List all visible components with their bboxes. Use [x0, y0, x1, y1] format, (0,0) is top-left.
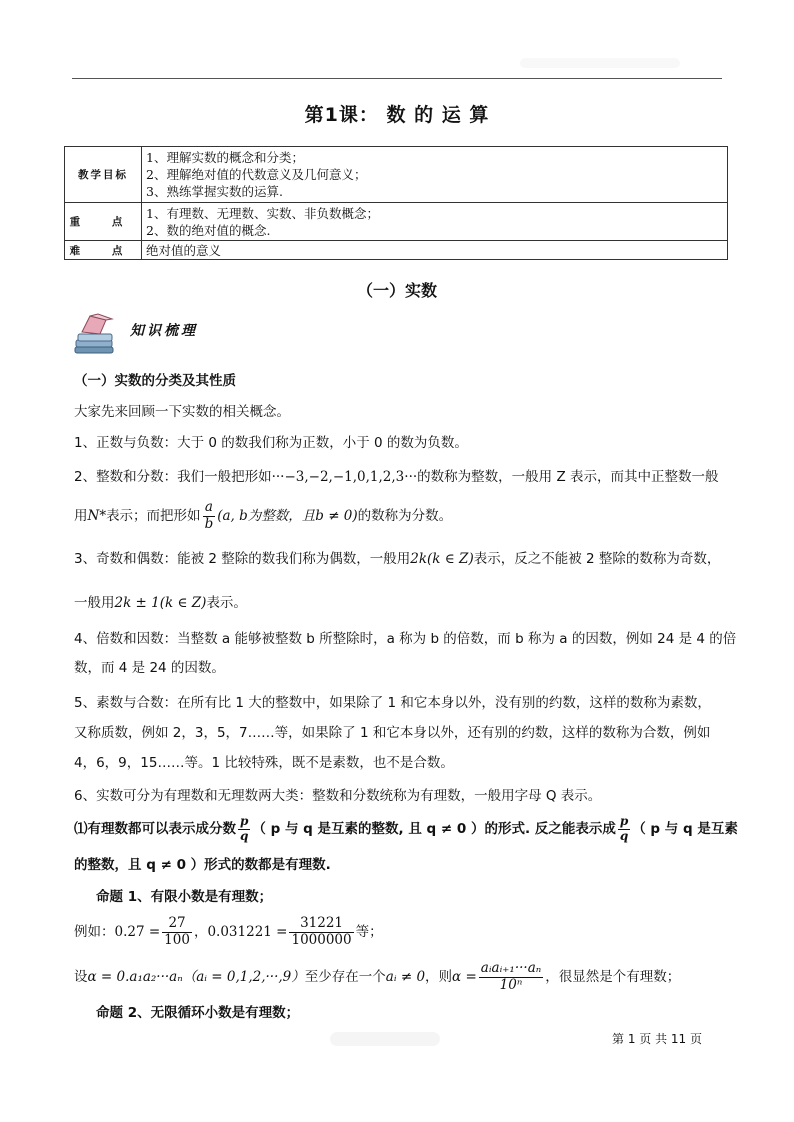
fraction-31221-over-1000000: $\frac{31221}{1000000}$: [291, 914, 352, 948]
table-line: 1、有理数、无理数、实数、非负数概念；: [146, 205, 379, 221]
item-odd-even-line1: 3、奇数和偶数：能被 2 整除的数我们称为偶数，一般用2k(k ∈ Z)表示，反之不能被 2 整除的数称为奇数，: [74, 551, 721, 567]
objectives-table: [64, 146, 728, 260]
header-rule: [72, 78, 722, 79]
alpha-decimal: α = 0.a₁a₂···aₙ: [87, 969, 183, 985]
section-title: （一）实数: [356, 281, 437, 300]
table-line: 3、熟练掌握实数的运算.: [146, 184, 283, 199]
item-multiples-line2: 数，而 4 是 24 的因数。: [74, 660, 225, 676]
n-star-symbol: N*: [87, 508, 107, 525]
table-header-cell: 教学目标: [65, 147, 142, 203]
fraction-p-over-q: $\frac{p}{q}$: [619, 813, 629, 843]
item-integer-line1: 2、整数和分数：我们一般把形如···−3,−2,−1,0,1,2,3···的数称为整数，一般用 Z 表示，而其中正整数一般: [74, 469, 719, 485]
item-primes-line1: 5、素数与合数：在所有比 1 大的整数中，如果除了 1 和它本身以外，没有别的约数，这样的数称为素数，: [74, 695, 711, 711]
item-positive-negative: 1、正数与负数：大于 0 的数我们称为正数，小于 0 的数为负数。: [74, 435, 468, 451]
fraction-p-over-q: $\frac{p}{q}$: [240, 813, 249, 843]
scan-smudge: [330, 1032, 440, 1046]
table-line: 2、数的绝对值的概念.: [146, 222, 271, 238]
table-header-cell: 难 点: [65, 241, 142, 260]
odd-formula: 2k ± 1(k ∈ Z): [114, 595, 207, 611]
item-primes-line2: 又称质数，例如 2，3，5，7……等，如果除了 1 和它本身以外，还有别的约数，这样的数称为合数，例如: [74, 725, 711, 741]
intro-text: 大家先来回顾一下实数的相关概念。: [74, 404, 290, 420]
books-icon: [72, 310, 118, 356]
item-multiples-line1: 4、倍数和因数：当整数 a 能够被整数 b 所整除时，a 称为 b 的倍数，而 b 称为 a 的因数，例如 24 是 4 的倍: [74, 631, 737, 647]
integer-sequence: ···−3,−2,−1,0,1,2,3···: [271, 469, 418, 485]
rational-line2: 的整数，且 q ≠ 0 ）形式的数都是有理数.: [74, 857, 331, 873]
item-integer-line2: 用N*表示；而把形如 $\frac{a}{b}$ (a, b为整数，且b ≠ 0)的数称为分数。: [74, 499, 453, 532]
table-line: 1、理解实数的概念和分类；: [146, 150, 304, 165]
table-row: [65, 203, 728, 241]
proposition-2-title: 命题 2、无限循环小数是有理数；: [96, 1005, 300, 1021]
table-header-cell: 重 点: [65, 203, 142, 241]
scan-smudge: [520, 58, 680, 68]
item-primes-line3: 4，6，9，15……等。1 比较特殊，既不是素数，也不是合数。: [74, 755, 454, 771]
table-row: [65, 147, 728, 203]
fraction-a-over-b: $\frac{a}{b}$: [204, 499, 214, 532]
table-content-cell: [142, 203, 728, 241]
rational-line1: ⑴有理数都可以表示成分数 $\frac{p}{q}$ （ p 与 q 是互素的整数, 且 q ≠ 0 ）的形式. 反之能表示成 $\frac{p}{q}$ （ p 与 q 是互素: [74, 813, 738, 843]
knowledge-label: 知识梳理: [130, 323, 198, 339]
fraction-condition: (a, b为整数，且b ≠ 0): [217, 508, 358, 525]
even-formula: 2k(k ∈ Z): [410, 551, 474, 567]
table-content-cell: [142, 147, 728, 203]
proposition-1-title: 命题 1、有限小数是有理数；: [96, 889, 273, 905]
proposition-1-setup: 设α = 0.a₁a₂···aₙ（aᵢ = 0,1,2,···,9）至少存在一个aᵢ ≠ 0，则α = $\frac{\text{aᵢaᵢ₊₁···aₙ}}{\text{10ⁿ}}$ ，很显然是个有理数；: [74, 959, 681, 993]
fraction-27-over-100: $\frac{27}{100}$: [164, 914, 190, 948]
subsection-title: （一）实数的分类及其性质: [74, 373, 236, 389]
table-line: 2、理解绝对值的代数意义及几何意义；: [146, 167, 367, 182]
table-row: [65, 241, 728, 260]
proposition-1-example: 例如：0.27 = $\frac{27}{100}$ ，0.031221 = $\frac{31221}{1000000}$ 等；: [74, 914, 383, 948]
table-content-cell: [142, 241, 728, 260]
page-footer: 第 1 页 共 11 页: [612, 1032, 702, 1046]
item-real-numbers: 6、实数可分为有理数和无理数两大类：整数和分数统称为有理数，一般用字母 Q 表示。: [74, 788, 602, 804]
page-title: 第1课： 数 的 运 算: [304, 104, 490, 126]
fraction-alpha: $\frac{\text{aᵢaᵢ₊₁···aₙ}}{\text{10ⁿ}}$: [480, 959, 542, 993]
item-odd-even-line2: 一般用2k ± 1(k ∈ Z)表示。: [74, 595, 247, 611]
table-line: 绝对值的意义: [146, 242, 222, 258]
